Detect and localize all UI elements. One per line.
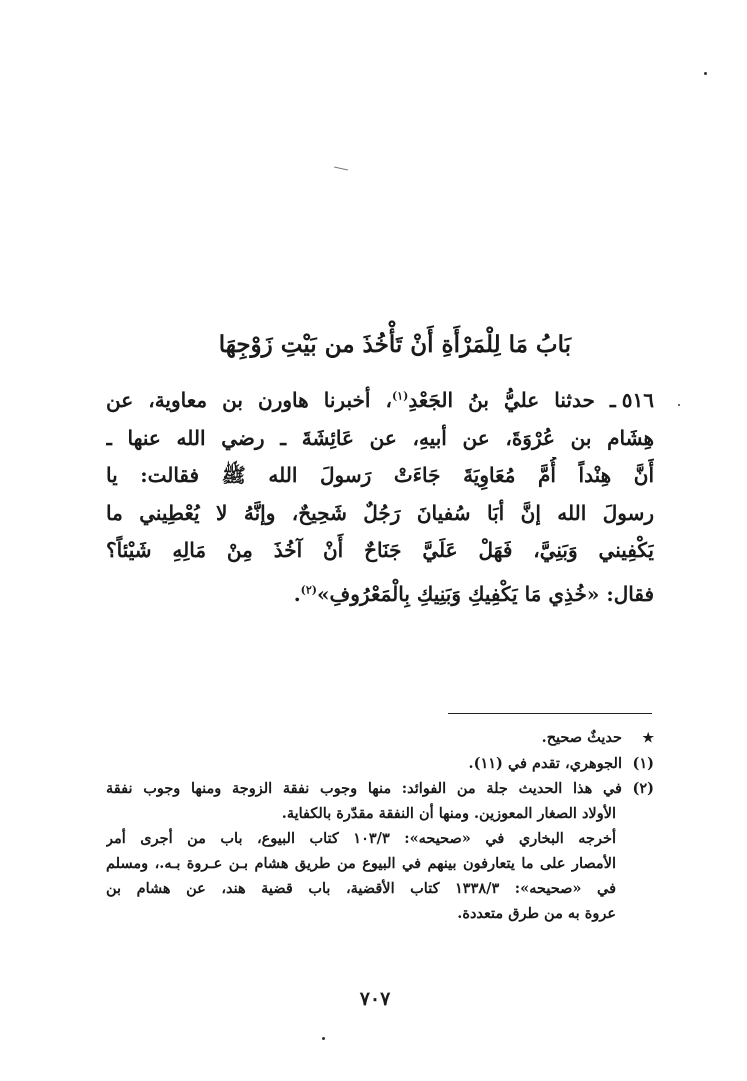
hadith-line-4: رسولَ الله إنَّ أبَا سُفيانَ رَجُلٌ شَحِيحٌ، وإنَّهُ لا يُعْطِيني ما xyxy=(106,500,654,525)
hadith-line-1 xyxy=(106,382,654,420)
hadith-answer-line xyxy=(106,576,654,614)
footnote-divider xyxy=(448,713,652,714)
hadith-line-3: أَنَّ هِنْداً أُمَّ مُعَاوِيَةَ جَاءَتْ رَسولَ الله ﷺ فقالت: يا xyxy=(106,463,654,487)
footnote-2-text-1: في هذا الحديث جلة من الفوائد: منها وجوب نفقة الزوجة ومنها وجوب نفقة xyxy=(106,780,622,797)
footnotes xyxy=(106,725,654,926)
takhrij-line-3: في «صحيحه»: ١٣٣٨/٣ كتاب الأقضية، باب قضية هند، عن هشام بن xyxy=(106,880,616,897)
footnote-1 xyxy=(106,751,654,776)
takhrij-line-2: الأمصار على ما يتعارفون بينهم في البيوع من طريق هشام بـن عـروة بـه.، ومسلم xyxy=(106,855,616,872)
hadith-line-5: يَكْفِيني وَبَنِيَّ، فَهَلْ عَلَيَّ جَنَاحٌ أَنْ آخُذَ مِنْ مَالِهِ شَيْئاً؟ xyxy=(106,538,654,562)
footnote-ref-2[interactable]: (٢) xyxy=(300,582,318,596)
speck xyxy=(678,404,680,406)
chapter-title: بَابُ مَا لِلْمَرْأَةِ أَنْ تَأْخُذَ من بَيْتِ زَوْجِهَا xyxy=(218,331,571,358)
footnote-2-line-2: الأولاد الصغار المعوزين. ومنها أن النفقة مقدّرة بالكفاية. xyxy=(281,805,616,822)
takhrij-line-1: أخرجه البخاري في «صحيحه»: ١٠٣/٣ كتاب البيوع، باب من أجرى أمر xyxy=(106,830,616,847)
takhrij-line-4: عروة به من طرق متعددة. xyxy=(457,905,616,922)
footnote-ref-1[interactable]: (١) xyxy=(391,389,409,403)
hadith-answer-end: . xyxy=(293,581,301,606)
footnote-star xyxy=(106,725,654,751)
speck xyxy=(704,72,707,75)
star-marker: ★ xyxy=(642,731,654,746)
footnote-1-marker: (١) xyxy=(632,755,654,772)
page-number: ٧٠٧ xyxy=(359,988,391,1010)
footnote-2-line-1 xyxy=(106,776,654,801)
hadith-answer: فقال: «خُذِي مَا يَكْفِيكِ وَبَنِيكِ بِالْمَعْرُوفِ» xyxy=(317,581,654,606)
hadith-line-1a: ـ حدثنا عليُّ بنُ الجَعْدِ xyxy=(408,388,616,412)
hadith-number: ٥١٦ xyxy=(621,388,654,412)
footnote-star-text: حديثٌ صحيح. xyxy=(541,729,622,746)
footnote-1-text: الجوهري، تقدم في (١١). xyxy=(468,755,622,772)
hadith-line-1b: ، أخبرنا هاورن بن معاوية، عن xyxy=(106,388,392,412)
hadith-text xyxy=(106,382,654,613)
scan-stroke-mark xyxy=(334,167,348,171)
footnote-2-marker: (٢) xyxy=(632,780,654,797)
hadith-line-2: هِشَام بن عُرْوَةَ، عن أبيهِ، عن عَائِشَةَ ـ رضي الله عنها ـ xyxy=(106,425,654,450)
speck xyxy=(322,1037,325,1040)
